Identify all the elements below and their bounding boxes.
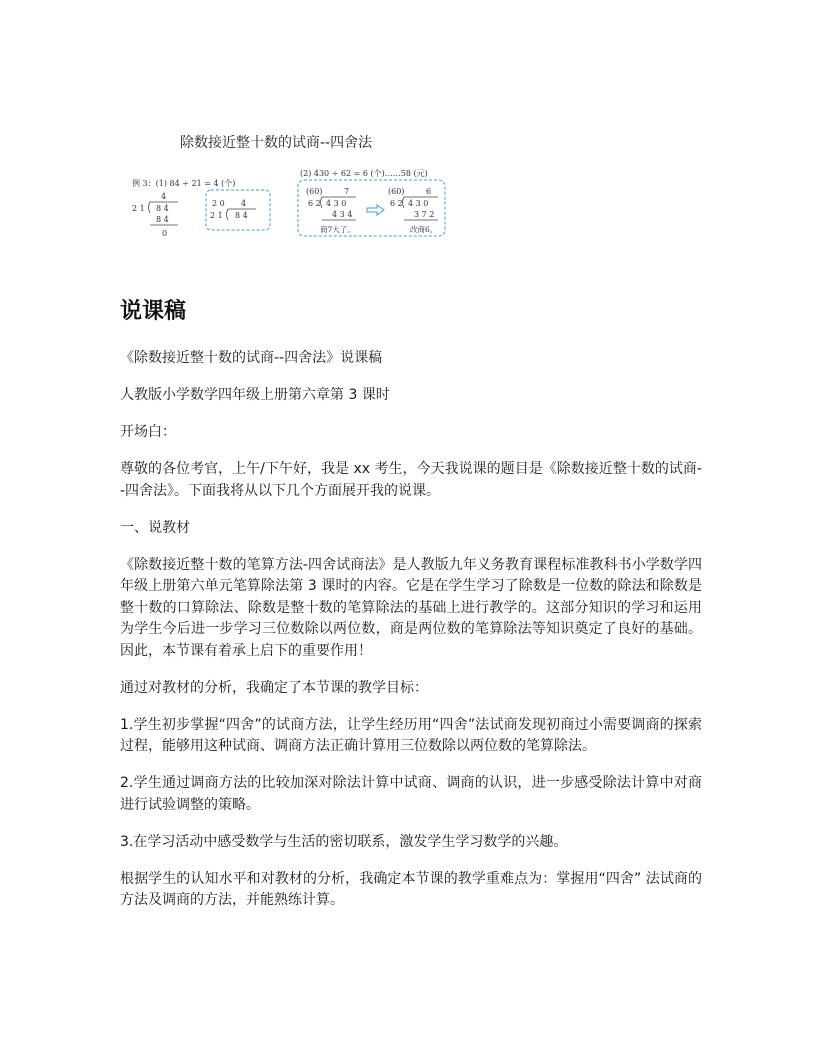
ex2-left-divisor: 6 2 [308, 199, 321, 208]
section-heading: 说课稿 [120, 299, 187, 324]
ex2-right-quotient: 6 [426, 187, 432, 196]
ex1-dividend: 8 4 [156, 204, 169, 213]
paragraph-goal-2: 2.学生通过调商方法的比较加深对除法计算中试商、调商的认识，进一步感受除法计算中对商进行试验调整的策略。 [120, 775, 702, 813]
ex1-box-estimate: 2 0 [212, 199, 225, 208]
paragraph-textbook-info: 人教版小学数学四年级上册第六章第 3 课时 [120, 387, 390, 403]
paragraph-section-1: 一、说教材 [120, 519, 190, 536]
ex1-product: 8 4 [156, 215, 169, 224]
example-1-header: 例 3：(1) 84 ÷ 21 = 4 (个) [132, 179, 236, 188]
ex1-box-dividend: 8 4 [235, 211, 248, 220]
ex2-right-estimate: (60) [388, 187, 405, 196]
paragraph-textbook-analysis: 《除数接近整十数的笔算方法-四舍试商法》是人教版九年义务教育课程标准教科书小学数学四年级上册第六单元笔算除法第 3 课时的内容。它是在学生学习了除数是一位数的除法和除数是整十数的口算除法、除数是整十数的笔算除法的基础上进行教学的。这部分知识的学习和运用为学生今后进一步学习三位数除以两位数，商是两位数的笔算除法等知识奠定了良好的基础。因此，本节课有着承上启下的重要作用！ [120, 556, 702, 659]
ex2-left-product: 4 3 4 [332, 210, 353, 219]
ex1-box-divisor: 2 1 [210, 211, 223, 220]
paragraph-goal-1: 1.学生初步掌握“四舍”的试商方法，让学生经历用“四舍”法试商发现初商过小需要调商的探索过程，能够用这种试商、调商方法正确计算用三位数除以两位数的笔算除法。 [120, 716, 702, 754]
document-title: 除数接近整十数的试商--四舍法 [180, 135, 373, 151]
ex2-left-quotient: 7 [344, 187, 350, 196]
division-example-figure [128, 166, 448, 242]
ex1-quotient: 4 [161, 192, 167, 201]
ex2-right-product: 3 7 2 [414, 210, 435, 219]
ex2-left-estimate: (60) [306, 187, 323, 196]
ex2-left-dividend: 4 3 0 [326, 199, 347, 208]
ex1-estimate-box [206, 190, 270, 230]
arrow-right-icon [367, 205, 384, 215]
ex1-box-quotient: 4 [241, 199, 247, 208]
paragraph-opening: 尊敬的各位考官，上午/下午好，我是 xx 考生，今天我说课的题目是《除数接近整十数的试商--四舍法》。下面我将从以下几个方面展开我的说课。 [120, 461, 702, 499]
paragraph-goal-3: 3.在学习活动中感受数学与生活的密切联系，激发学生学习数学的兴趣。 [120, 833, 568, 850]
paragraph-opening-label: 开场白： [120, 424, 176, 440]
paragraph-title: 《除数接近整十数的试商--四舍法》说课稿 [120, 350, 383, 366]
ex1-remainder: 0 [162, 229, 168, 238]
paragraph-key-points: 根据学生的认知水平和对教材的分析，我确定本节课的教学重难点为：掌握用“四舍” 法试商的方法及调商的方法，并能熟练计算。 [120, 870, 702, 908]
ex2-right-note: 改商6。 [410, 225, 438, 234]
example-2-header: (2) 430 ÷ 62 = 6 (个)……58 (元) [300, 169, 428, 178]
ex1-divisor: 2 1 [132, 204, 145, 213]
ex2-right-dividend: 4 3 0 [408, 199, 429, 208]
ex2-left-note: 商7大了。 [320, 225, 355, 234]
ex2-right-divisor: 6 2 [390, 199, 403, 208]
paragraph-goals-intro: 通过对教材的分析，我确定了本节课的教学目标： [120, 679, 428, 696]
document-body [120, 348, 702, 927]
